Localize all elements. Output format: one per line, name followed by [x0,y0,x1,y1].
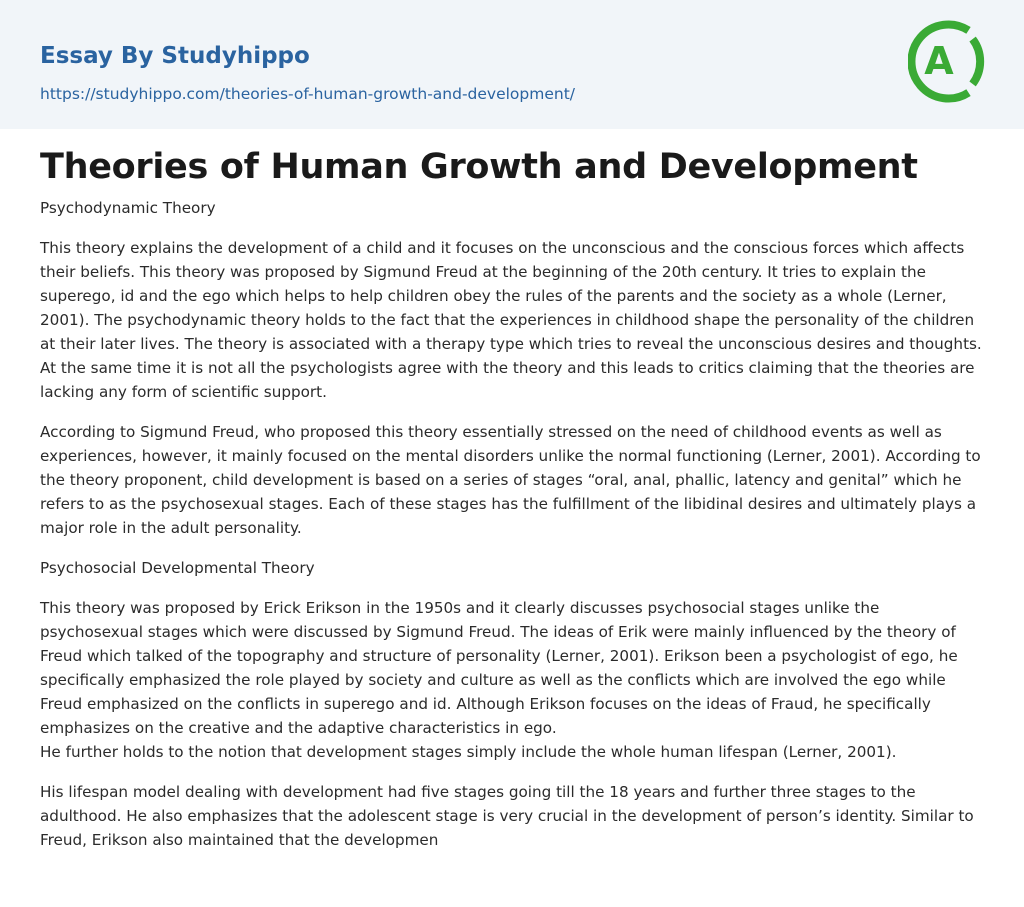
site-header [0,0,1024,129]
grade-a-logo-icon [908,18,988,106]
article-title: Theories of Human Growth and Development [40,147,918,187]
page-url-link[interactable]: https://studyhippo.com/theories-of-human-growth-and-development/ [40,85,576,103]
section-heading: Psychodynamic Theory [40,199,216,217]
article [40,140,986,868]
section-heading: Psychosocial Developmental Theory [40,559,315,577]
paragraph: This theory explains the development of a child and it focuses on the unconscious and the conscious forces which affects their beliefs. This theory was proposed by Sigmund Freud at the beginning of the 20th century. It tries to explain the superego, id and the ego which helps to help children obey the rules of the parents and the society as a whole (Lerner, 2001). The psychodynamic theory holds to the fact that the experiences in childhood shape the personality of the children at their later lives. The theory is associated with a therapy type which tries to reveal the unconscious desires and thoughts. At the same time it is not all the psychologists agree with the theory and this leads to critics claiming that the theories are lacking any form of scientific support. [40,239,982,401]
logo-letter: A [924,39,954,83]
brand-title: Essay By Studyhippo [40,43,310,69]
paragraph: This theory was proposed by Erick Erikson in the 1950s and it clearly discusses psychosocial stages unlike the psychosexual stages which were discussed by Sigmund Freud. The ideas of Erik were mainly influenced by the theory of Freud which talked of the topography and structure of personality (Lerner, 2001). Erikson been a psychologist of ego, he specifically emphasized the role played by society and culture as well as the conflicts which are involved the ego while Freud emphasized on the conflicts in superego and id. Although Erikson focuses on the ideas of Fraud, he specifically emphasizes on the creative and the adaptive characteristics in ego. [40,599,958,737]
paragraph: His lifespan model dealing with development had five stages going till the 18 years and further three stages to the adulthood. He also emphasizes that the adolescent stage is very crucial in the development of person’s identity. Similar to Freud, Erikson also maintained that the developmen [40,783,974,849]
paragraph: He further holds to the notion that development stages simply include the whole human lifespan (Lerner, 2001). [40,743,897,761]
paragraph: According to Sigmund Freud, who proposed this theory essentially stressed on the need of childhood events as well as experiences, however, it mainly focused on the mental disorders unlike the normal functioning (Lerner, 2001). According to the theory proponent, child development is based on a series of stages “oral, anal, phallic, latency and genital” which he refers to as the psychosexual stages. Each of these stages has the fulfillment of the libidinal desires and ultimately plays a major role in the adult personality. [40,423,981,537]
